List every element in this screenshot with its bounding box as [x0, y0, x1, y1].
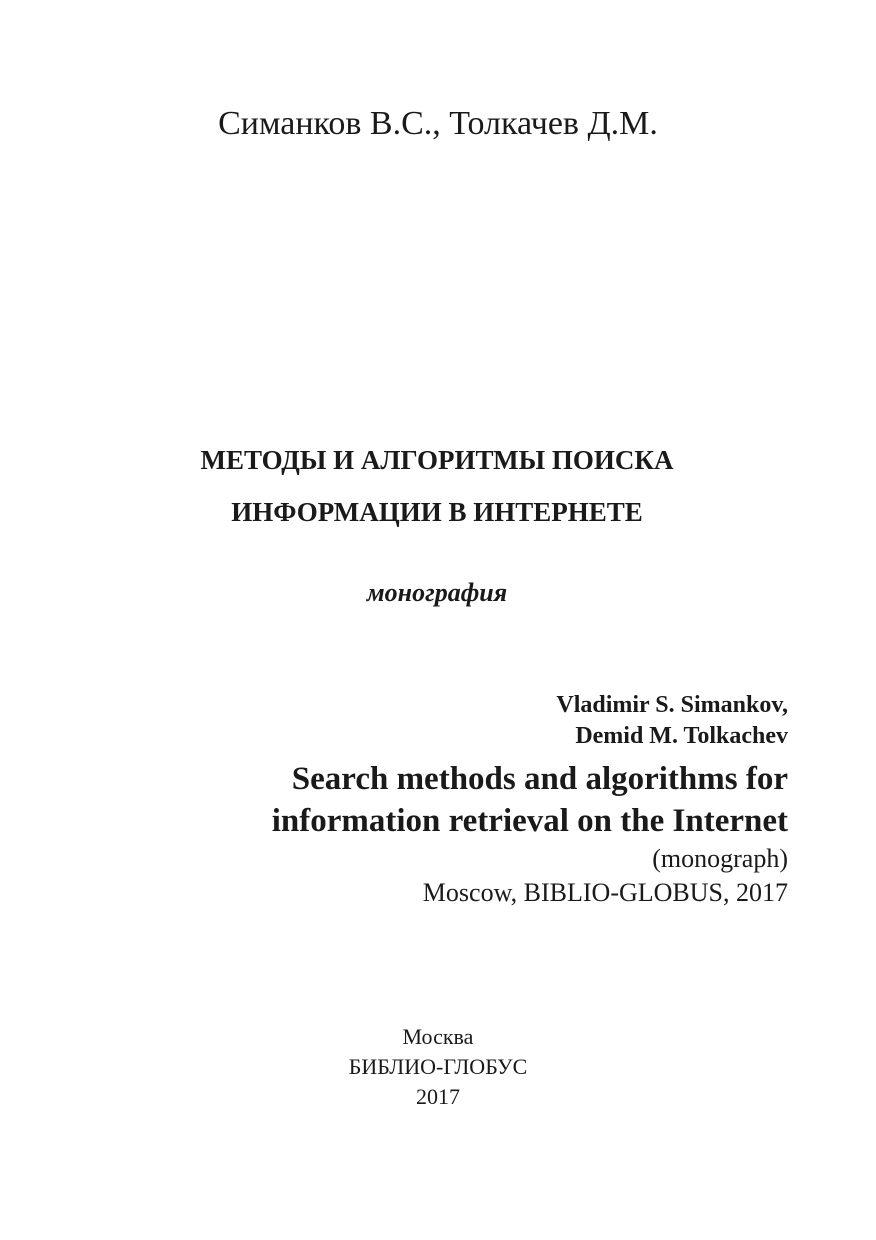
english-title-line-2: information retrieval on the Internet: [271, 803, 788, 839]
title-russian: [0, 434, 874, 538]
english-title-line-1: Search methods and algorithms for: [291, 761, 788, 797]
english-author-2: Demid M. Tolkachev: [575, 723, 788, 749]
imprint-year: 2017: [416, 1084, 460, 1109]
english-block: [88, 690, 788, 910]
english-author-1: Vladimir S. Simankov,: [556, 692, 788, 718]
authors-russian: Симанков В.С., Толкачев Д.М.: [218, 105, 658, 142]
title-russian-line-1: МЕТОДЫ И АЛГОРИТМЫ ПОИСКА: [200, 445, 674, 475]
english-imprint: Moscow, BIBLIO-GLOBUS, 2017: [422, 878, 788, 907]
imprint-russian: [0, 1022, 876, 1112]
imprint-city: Москва: [402, 1024, 474, 1049]
imprint-publisher: БИБЛИО-ГЛОБУС: [348, 1054, 528, 1079]
genre-russian: монография: [366, 578, 508, 607]
english-genre: (monograph): [652, 844, 788, 873]
title-russian-line-2: ИНФОРМАЦИИ В ИНТЕРНЕТЕ: [231, 497, 643, 527]
